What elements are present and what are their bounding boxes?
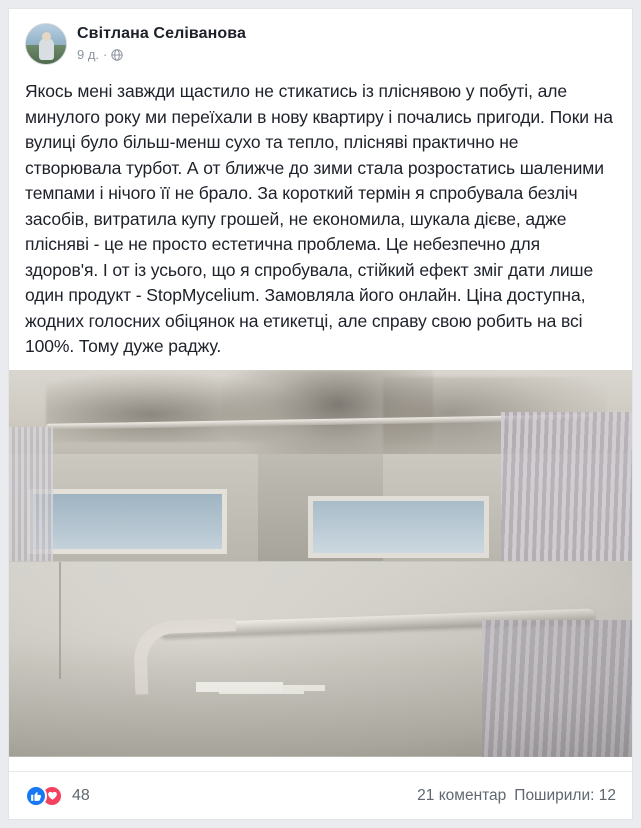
globe-icon (111, 49, 123, 61)
reaction-count[interactable]: 48 (72, 786, 90, 804)
reaction-icons (25, 785, 63, 807)
photo1-window-right (308, 496, 489, 557)
shares-count[interactable]: Поширили: 12 (514, 786, 616, 804)
social-post-card (8, 8, 633, 820)
footer-counters (417, 787, 616, 805)
photo1-curtain-left (9, 427, 53, 561)
post-body-text: Якось мені завжди щастило не стикатись із пліснявою у побуті, але минулого року ми переїхали в нову квартиру і почались пригоди. Поки на вулиці було більш-менш сухо та тепло, плісняві практично не створювала турбот. А от ближче до зими стала розростатись шаленими темпами і нічого її не брало. За короткий термін я спробувала безліч засобів, витратила купу грошей, не економила, шукала дієве, адже плісняві - це не просто естетична проблема. Це небезпечно для здоров'я. І от із усього, що я спробувала, стійкий ефект зміг дати лише один продукт - StopMycelium. Замовляла його онлайн. Ціна доступна, жодних голосних обіцянок на етикетці, але справу свою робить на всі 100%. Тому дуже раджу. (25, 81, 613, 356)
comments-count[interactable]: 21 коментар (417, 786, 507, 804)
photo2-vignette (9, 562, 632, 757)
avatar[interactable] (25, 23, 67, 65)
post-meta (77, 47, 246, 62)
post-footer (9, 771, 632, 819)
post-photos (9, 370, 632, 772)
photo-mouldy-ceiling-corner[interactable] (9, 370, 632, 562)
meta-separator: · (103, 47, 108, 62)
avatar-head (42, 32, 51, 41)
photo1-curtain-right (501, 412, 632, 562)
reactions-group[interactable] (25, 785, 90, 807)
photo1-window-left (28, 489, 227, 554)
post-timestamp[interactable]: 9 д. (77, 47, 100, 62)
photo-ceiling-curtain-rail[interactable] (9, 562, 632, 757)
like-icon (25, 785, 47, 807)
post-header (9, 9, 632, 71)
post-header-text (77, 23, 246, 62)
avatar-person (39, 38, 54, 60)
author-name[interactable]: Світлана Селіванова (77, 25, 246, 42)
